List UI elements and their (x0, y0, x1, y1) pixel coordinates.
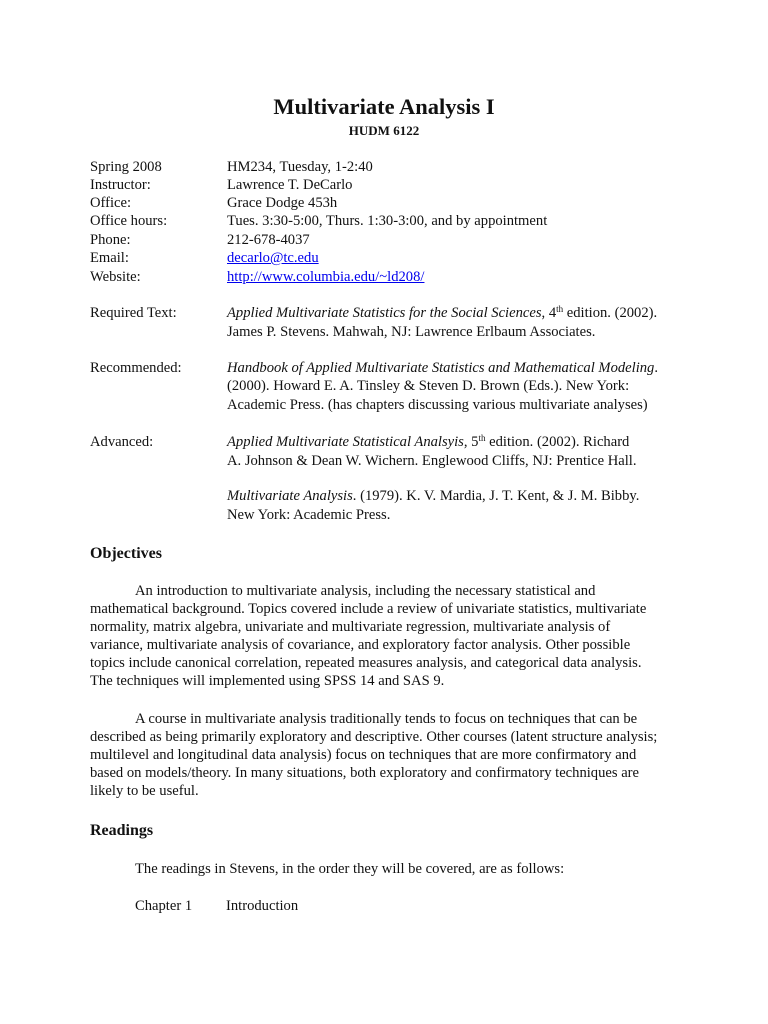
paragraph-line: mathematical background. Topics covered include a review of univariate statistics, multivariate (90, 601, 647, 617)
paragraph-line: A course in multivariate analysis traditionally tends to focus on techniques that can be (135, 711, 638, 727)
chapter-topic: Introduction (226, 898, 299, 914)
paragraph-line: An introduction to multivariate analysis, including the necessary statistical and (135, 583, 596, 599)
advanced-book2-line1: Multivariate Analysis. (1979). K. V. Mardia, J. T. Kent, & J. M. Bibby. (227, 488, 640, 504)
paragraph-line: variance, multivariate analysis of covariance, and exploratory factor analysis. Other possible (90, 637, 631, 653)
info-value-term: HM234, Tuesday, 1-2:40 (227, 159, 373, 175)
info-label-office-hours: Office hours: (90, 213, 168, 229)
advanced-book1-line2: A. Johnson & Dean W. Wichern. Englewood Cliffs, NJ: Prentice Hall. (227, 453, 637, 469)
paragraph-line: normality, matrix algebra, univariate and multivariate regression, multivariate analysis of (90, 619, 611, 635)
paragraph-line: topics include canonical correlation, repeated measures analysis, and categorical data analysis. (90, 655, 642, 671)
course-code: HUDM 6122 (348, 123, 420, 138)
info-label-instructor: Instructor: (90, 177, 151, 193)
recommended-book-title: Handbook of Applied Multivariate Statistics and Mathematical Modeling (227, 360, 655, 376)
advanced-label: Advanced: (90, 434, 154, 450)
paragraph-line: described as being primarily exploratory and descriptive. Other courses (latent structure analysis; (90, 729, 658, 745)
paragraph-line: likely to be useful. (90, 783, 199, 799)
recommended-label: Recommended: (90, 360, 182, 376)
info-value-office: Grace Dodge 453h (227, 195, 338, 211)
readings-heading: Readings (90, 822, 154, 839)
required-text-line2: James P. Stevens. Mahwah, NJ: Lawrence Erlbaum Associates. (227, 324, 596, 340)
info-value-phone: 212-678-4037 (227, 232, 310, 248)
info-label-term: Spring 2008 (90, 159, 162, 175)
page-title: Multivariate Analysis I (273, 94, 495, 119)
advanced-book2-title: Multivariate Analysis (227, 488, 353, 504)
chapter-number: Chapter 1 (135, 898, 193, 914)
objectives-paragraph-2 (90, 710, 690, 800)
readings-intro: The readings in Stevens, in the order they will be covered, are as follows: (135, 861, 565, 877)
advanced-book1-title: Applied Multivariate Statistical Analsyis (227, 434, 464, 450)
website-link[interactable]: http://www.columbia.edu/~ld208/ (227, 269, 425, 285)
paragraph-line: based on models/theory. In many situations, both exploratory and confirmatory techniques are (90, 765, 640, 781)
info-value-instructor: Lawrence T. DeCarlo (227, 177, 353, 193)
advanced-book2-line2: New York: Academic Press. (227, 507, 391, 523)
email-link[interactable]: decarlo@tc.edu (227, 250, 319, 266)
required-text-line1: Applied Multivariate Statistics for the Social Sciences, 4th edition. (2002). (227, 304, 658, 321)
info-value-office-hours: Tues. 3:30-5:00, Thurs. 1:30-3:00, and by appointment (227, 213, 548, 229)
required-book-title: Applied Multivariate Statistics for the Social Sciences (227, 305, 542, 321)
advanced-book1-line1: Applied Multivariate Statistical Analsyis, 5th edition. (2002). Richard (227, 433, 630, 450)
info-label-phone: Phone: (90, 232, 131, 248)
info-label-website: Website: (90, 269, 141, 285)
objectives-paragraph-1 (90, 582, 690, 690)
info-label-office: Office: (90, 195, 132, 211)
info-label-email: Email: (90, 250, 129, 266)
paragraph-line: The techniques will implemented using SPSS 14 and SAS 9. (90, 673, 445, 689)
recommended-line2: (2000). Howard E. A. Tinsley & Steven D. Brown (Eds.). New York: (227, 378, 630, 394)
paragraph-line: multilevel and longitudinal data analysis) focus on techniques that are more confirmatory and (90, 747, 637, 763)
required-text-label: Required Text: (90, 305, 177, 321)
objectives-heading: Objectives (90, 545, 162, 562)
recommended-line1: Handbook of Applied Multivariate Statistics and Mathematical Modeling. (227, 360, 659, 376)
recommended-line3: Academic Press. (has chapters discussing various multivariate analyses) (227, 397, 648, 413)
